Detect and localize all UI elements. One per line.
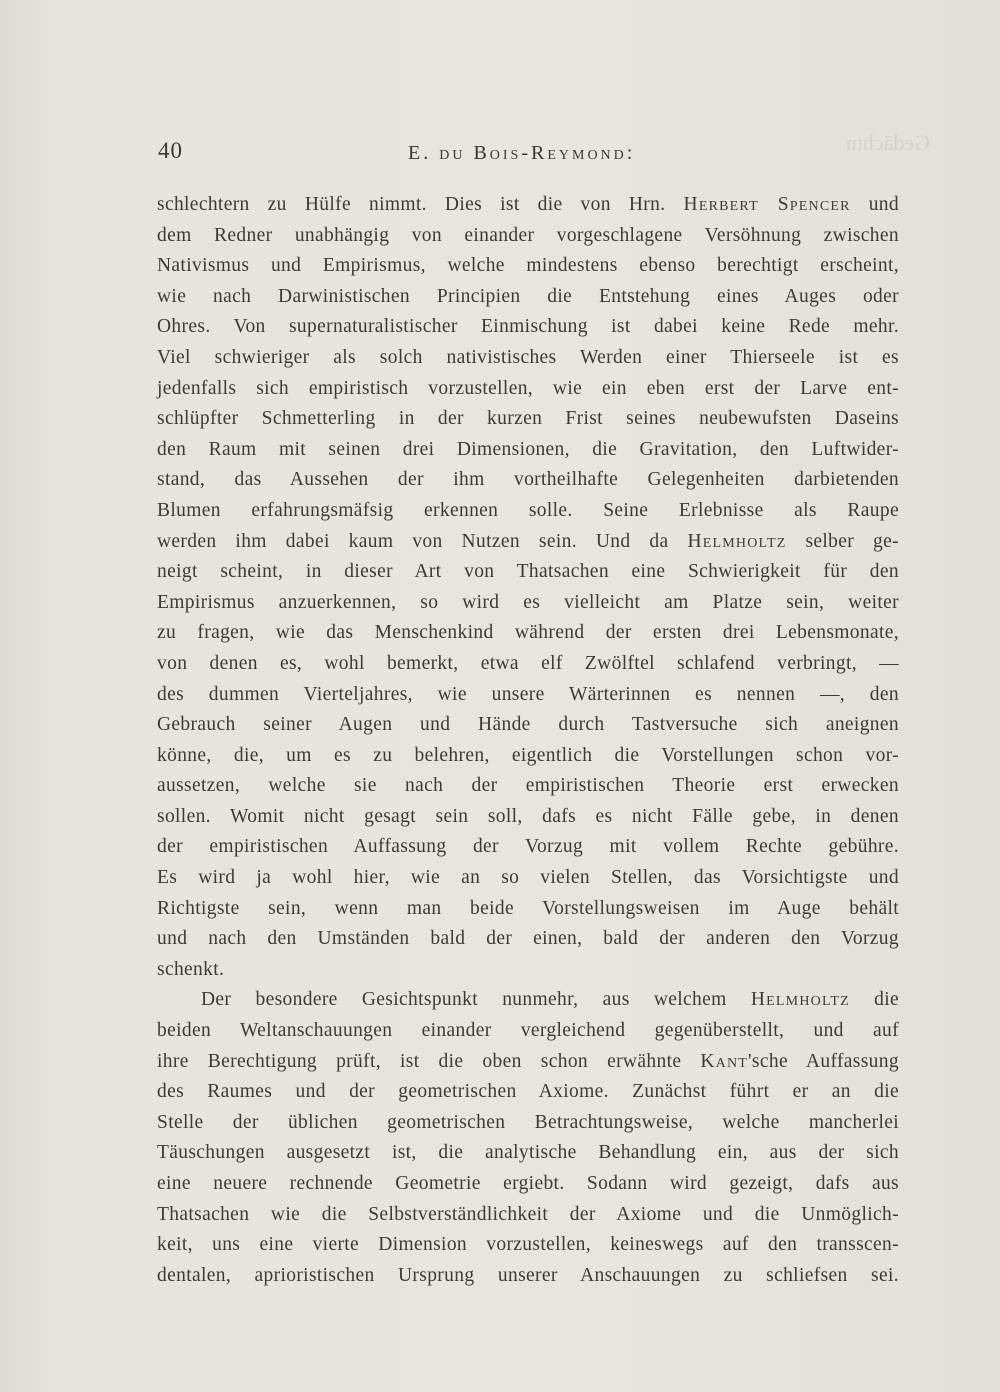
text-line [157,771,899,802]
text-segment: stand, das Aussehen der ihm vortheilhafte Gelegenheiten darbietenden [157,469,899,491]
text-line [157,1138,899,1169]
text-segment: des Raumes und der geometrischen Axiome. Zunächst führt er an die [157,1081,899,1103]
text-segment: Viel schwieriger als solch nativistisches Werden einer Thierseele ist es [157,346,899,368]
small-caps-name: Helmholtz [750,989,850,1011]
text-segment: eine neuere rechnende Geometrie ergiebt. Sodann wird gezeigt, dafs aus [157,1173,899,1194]
text-segment: aussetzen, welche sie nach der empiristischen Theorie erst erwecken [157,775,899,797]
text-segment: Ohres. Von supernaturalistischer Einmischung ist dabei keine Rede mehr. [157,316,899,338]
text-segment: jedenfalls sich empiristisch vorzustellen, wie ein eben erst der Larve ent- [157,377,899,399]
text-line [157,1016,899,1047]
text-line [157,1200,899,1231]
text-segment: beiden Weltanschauungen einander vergleichend gegenüberstellt, und auf [157,1020,899,1042]
text-segment: Blumen erfahrungsmäfsig erkennen solle. Seine Erlebnisse als Raupe [157,499,899,521]
text-segment: neigt scheint, in dieser Art von Thatsachen eine Schwierigkeit für den [157,561,899,583]
small-caps-name: Herbert Spencer [683,194,851,215]
text-segment: ihre Berechtigung prüft, ist die oben schon erwähnte [157,1050,701,1072]
text-segment: Der besondere Gesichtspunkt nunmehr, aus welchem [201,989,751,1011]
text-line [157,618,899,649]
text-line [157,894,899,925]
text-segment: die [849,989,899,1011]
text-line [157,221,899,252]
text-line [157,343,899,374]
text-segment: der empiristischen Auffassung der Vorzug mit vollem Rechte gebühre. [157,836,899,858]
text-segment: dem Redner unabhängig von einander vorgeschlagene Versöhnung zwischen [157,224,899,246]
text-line [157,496,899,527]
page-number: 40 [158,138,183,163]
text-segment: den Raum mit seinen drei Dimensionen, die Gravitation, den Luftwider- [157,438,899,460]
text-segment: schlechtern zu Hülfe nimmt. Dies ist die von Hrn. [157,194,684,215]
text-line [157,1169,899,1200]
text-line [157,404,899,435]
text-line [157,1230,899,1261]
text-line [157,1261,899,1292]
text-segment: selber ge- [786,530,899,552]
text-segment: und nach den Umständen bald der einen, bald der anderen den Vorzug [157,928,899,950]
text-line [157,1108,899,1139]
text-line [157,527,899,558]
text-segment: schlüpfter Schmetterling in der kurzen Frist seines neubewufsten Daseins [157,408,899,430]
text-segment: und [850,194,899,215]
text-segment: Empirismus anzuerkennen, so wird es vielleicht am Platze sein, weiter [157,591,899,613]
text-segment: keit, uns eine vierte Dimension vorzustellen, keineswegs auf den transscen- [157,1234,899,1256]
text-line [157,924,899,955]
small-caps-name: Kant [700,1050,749,1072]
text-line [157,588,899,619]
body-text [157,190,899,1291]
text-segment: Richtigste sein, wenn man beide Vorstellungsweisen im Auge behält [157,897,899,919]
small-caps-name: Helmholtz [687,530,787,552]
text-line [157,832,899,863]
text-segment: des dummen Vierteljahres, wie unsere Wärterinnen es nennen —, den [157,683,899,705]
text-line [157,435,899,466]
text-line [157,649,899,680]
page-header [158,138,898,178]
text-segment: könne, die, um es zu belehren, eigentlich die Vorstellungen schon vor- [157,744,899,766]
text-line [157,1047,899,1078]
text-segment: Nativismus und Empirismus, welche mindestens ebenso berechtigt erscheint, [157,255,899,277]
text-line [157,190,899,221]
text-line [157,312,899,343]
text-line [157,680,899,711]
text-segment: sollen. Womit nicht gesagt sein soll, dafs es nicht Fälle gebe, in denen [157,805,899,827]
text-line [157,282,899,313]
text-segment: wie nach Darwinistischen Principien die Entstehung eines Auges oder [157,285,899,307]
running-head: E. du Bois-Reymond: [408,142,636,164]
text-segment: Täuschungen ausgesetzt ist, die analytische Behandlung ein, aus der sich [157,1142,899,1164]
text-line [157,557,899,588]
text-line [157,710,899,741]
text-segment: von denen es, wohl bemerkt, etwa elf Zwölftel schlafend verbringt, — [157,652,899,674]
text-segment: Stelle der üblichen geometrischen Betrachtungsweise, welche mancherlei [157,1111,899,1133]
text-line [157,741,899,772]
text-segment: dentalen, aprioristischen Ursprung unserer Anschauungen zu schliefsen sei. [157,1264,899,1286]
text-segment: werden ihm dabei kaum von Nutzen sein. Und da [157,530,688,552]
text-line [157,1077,899,1108]
text-segment: schenkt. [157,958,225,980]
text-line [157,802,899,833]
show-through-text: Gedächtn [845,130,930,155]
text-line [157,465,899,496]
text-line [157,374,899,405]
text-segment: Gebrauch seiner Augen und Hände durch Tastversuche sich aneignen [157,714,899,736]
text-segment: 'sche Auffassung [748,1050,899,1072]
text-segment: Es wird ja wohl hier, wie an so vielen Stellen, das Vorsichtigste und [157,867,899,889]
text-line [157,955,899,986]
text-line [157,863,899,894]
text-line [157,251,899,282]
text-segment: zu fragen, wie das Menschenkind während der ersten drei Lebensmonate, [157,622,899,644]
text-line [157,985,899,1016]
text-segment: Thatsachen wie die Selbstverständlichkeit der Axiome und die Unmöglich- [157,1203,899,1225]
